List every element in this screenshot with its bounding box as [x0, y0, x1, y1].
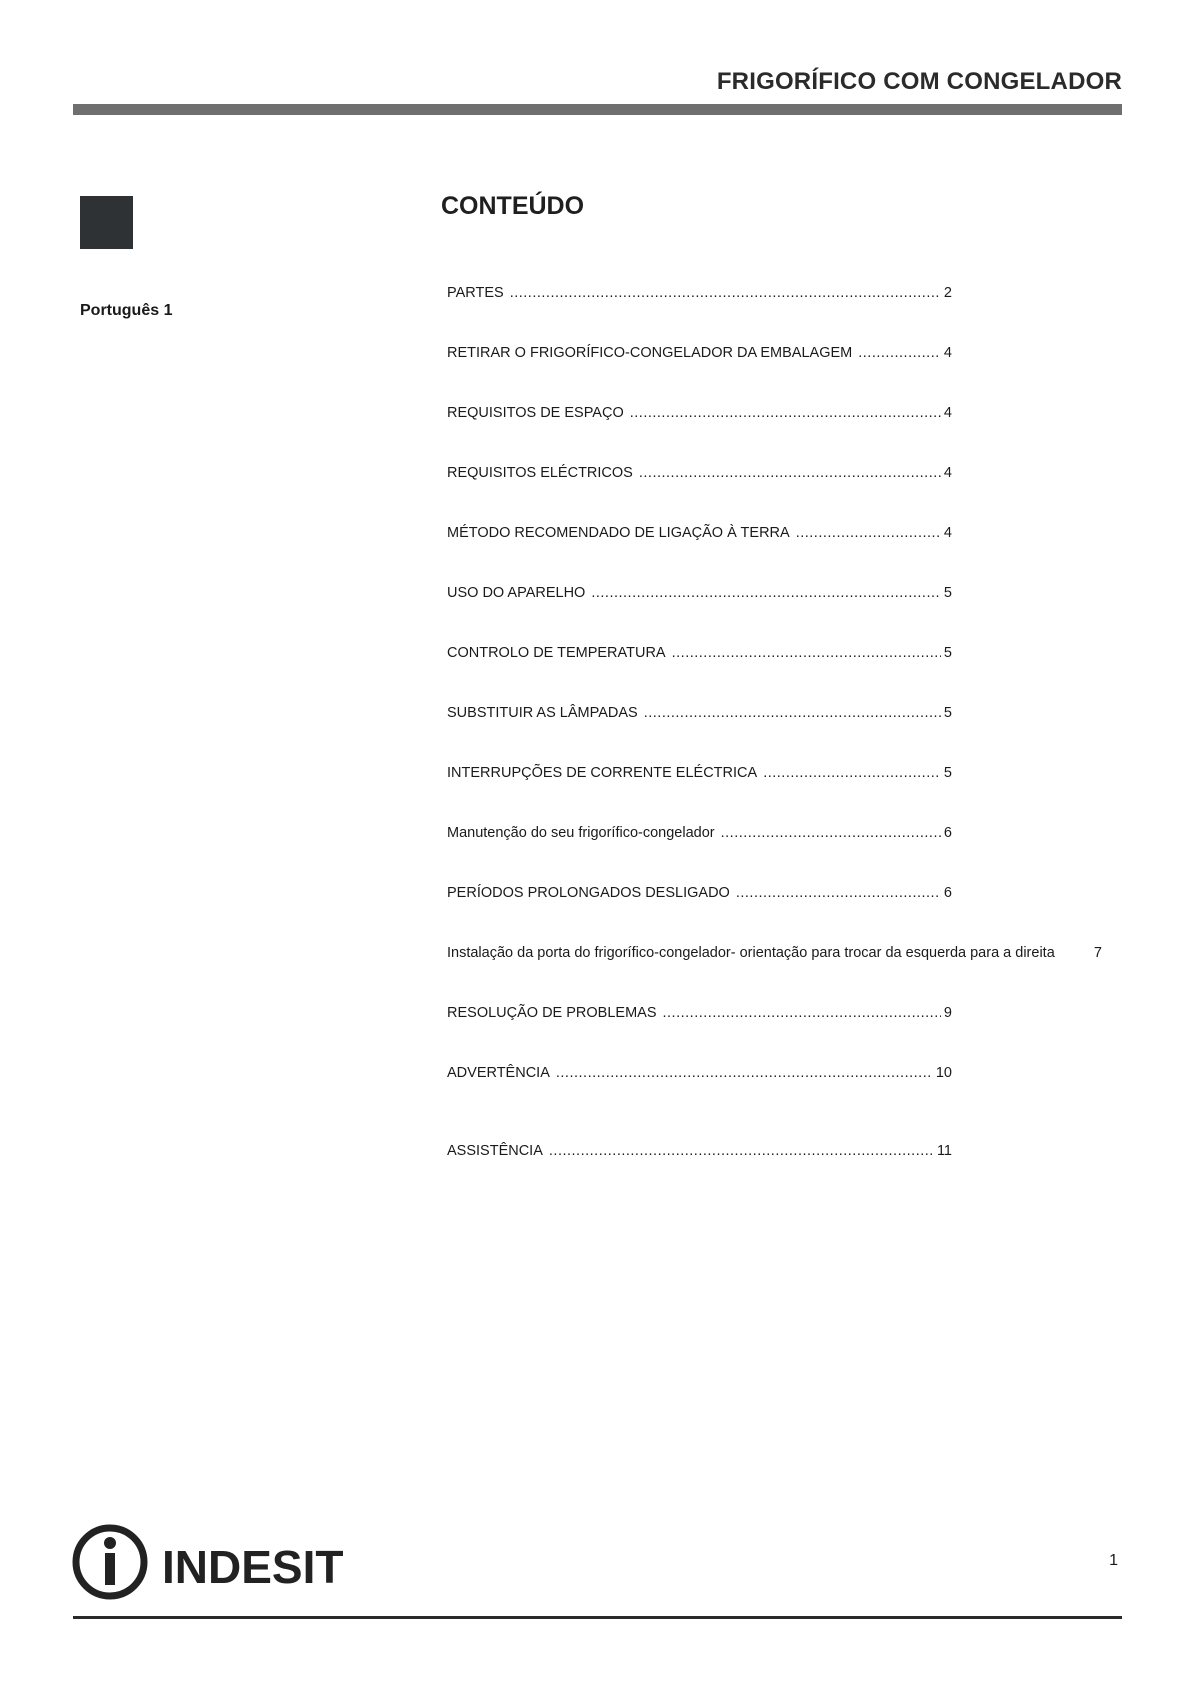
toc-entry-page: 6: [943, 885, 952, 901]
toc-entry-label: PARTES: [447, 285, 504, 301]
toc-entry-page: 9: [943, 1005, 952, 1021]
toc-entry[interactable]: [447, 885, 952, 905]
toc-entry-label: PERÍODOS PROLONGADOS DESLIGADO: [447, 885, 730, 901]
toc-entry-label: MÉTODO RECOMENDADO DE LIGAÇÃO À TERRA: [447, 525, 790, 541]
toc-leader-dots: [549, 1143, 934, 1159]
language-marker: [80, 196, 133, 249]
toc-entry-label: RESOLUÇÃO DE PROBLEMAS: [447, 1005, 657, 1021]
toc-leader-dots: [858, 345, 941, 361]
toc-entry-label: ASSISTÊNCIA: [447, 1143, 543, 1159]
toc-entry-label: RETIRAR O FRIGORÍFICO-CONGELADOR DA EMBALAGEM: [447, 345, 853, 361]
toc-entry[interactable]: [447, 1005, 952, 1025]
document-title: FRIGORÍFICO COM CONGELADOR: [716, 68, 1122, 95]
toc-entry-page: 5: [943, 705, 952, 721]
footer-divider: [73, 1616, 1122, 1619]
toc-entry-page: 4: [943, 345, 952, 361]
toc-leader-dots: [736, 885, 941, 901]
toc-entry-label: ADVERTÊNCIA: [447, 1065, 550, 1081]
toc-entry-label: REQUISITOS ELÉCTRICOS: [447, 465, 633, 481]
toc-entry-page: 10: [935, 1065, 952, 1081]
toc-leader-dots: [639, 465, 941, 481]
toc-entry-label: REQUISITOS DE ESPAÇO: [447, 405, 624, 421]
logo-wordmark: INDESIT: [162, 1541, 344, 1593]
toc-entry[interactable]: [447, 405, 952, 425]
toc-entry-label: Instalação da porta do frigorífico-congelador- orientação para trocar da esquerda para a direita: [447, 945, 1055, 961]
toc-entry-page: 5: [943, 585, 952, 601]
toc-leader-dots: [763, 765, 941, 781]
toc-entry[interactable]: [447, 645, 952, 665]
toc-entry[interactable]: [447, 945, 1102, 965]
toc-leader-dots: [556, 1065, 933, 1081]
toc-entry-page: 7: [1093, 945, 1102, 961]
toc-entry[interactable]: [447, 465, 952, 485]
toc-leader-dots: [591, 585, 941, 601]
toc-entry[interactable]: [447, 585, 952, 605]
language-label: Português 1: [80, 302, 173, 319]
logo-dot: [104, 1537, 116, 1549]
toc-entry[interactable]: [447, 285, 952, 305]
toc-entry-label: Manutenção do seu frigorífico-congelador: [447, 825, 715, 841]
toc-entry[interactable]: [447, 705, 952, 725]
toc-entry-page: 5: [943, 765, 952, 781]
toc-entry-page: 11: [936, 1143, 952, 1159]
toc-entry-page: 4: [943, 465, 952, 481]
toc-entry-page: 4: [943, 405, 952, 421]
indesit-logo: [72, 1522, 364, 1602]
toc-entry[interactable]: [447, 765, 952, 785]
toc-entry[interactable]: [447, 1143, 952, 1163]
toc-entry-page: 6: [943, 825, 952, 841]
toc-entry-label: SUBSTITUIR AS LÂMPADAS: [447, 705, 638, 721]
toc-entry[interactable]: [447, 1065, 952, 1085]
toc-leader-dots: [796, 525, 941, 541]
toc-entry-label: USO DO APARELHO: [447, 585, 586, 601]
page-number: 1: [1109, 1552, 1118, 1569]
toc-entry[interactable]: [447, 525, 952, 545]
toc-leader-dots: [721, 825, 941, 841]
toc-leader-dots: [510, 285, 941, 301]
toc-leader-dots: [644, 705, 941, 721]
toc-entry[interactable]: [447, 345, 952, 365]
header-divider: [73, 104, 1122, 115]
toc-entry-label: CONTROLO DE TEMPERATURA: [447, 645, 666, 661]
toc-entry-page: 2: [943, 285, 952, 301]
logo-stem: [105, 1553, 115, 1585]
toc-entry[interactable]: [447, 825, 952, 845]
toc-entry-page: 5: [943, 645, 952, 661]
toc-entry-page: 4: [943, 525, 952, 541]
toc-leader-dots: [630, 405, 941, 421]
toc-leader-dots: [663, 1005, 941, 1021]
toc-leader-dots: [672, 645, 941, 661]
toc-entry-label: INTERRUPÇÕES DE CORRENTE ELÉCTRICA: [447, 765, 758, 781]
contents-heading: CONTEÚDO: [441, 192, 585, 220]
